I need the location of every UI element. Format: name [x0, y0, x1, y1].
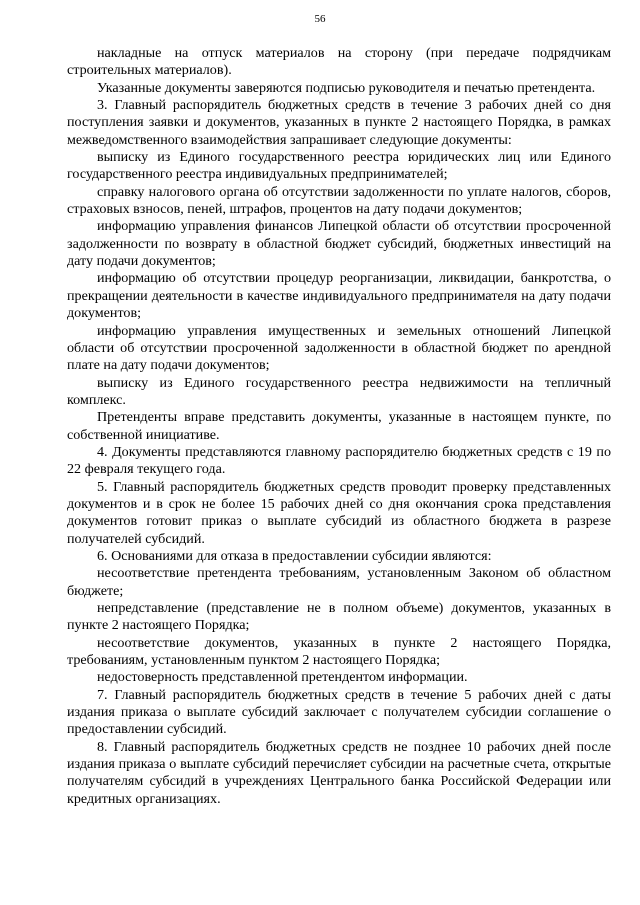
- paragraph-refusal-unreliable: недостоверность представленной претендентом информации.: [97, 669, 468, 686]
- paragraph-reorganization-info: информацию об отсутствии процедур реорганизации, ликвидации, банкротства, о прекращении деятельности в качестве индивидуального предпринимателя на дату подачи документов;: [67, 270, 611, 322]
- paragraph-item-4: 4. Документы представляются главному распорядителю бюджетных средств с 19 по 22 февраля текущего года.: [67, 443, 611, 478]
- paragraph-refusal-nonsubmission: непредставление (представление не в полном объеме) документов, указанных в пункте 2 настоящего Порядка;: [67, 600, 611, 634]
- paragraph-property-info: информацию управления имущественных и земельных отношений Липецкой области об отсутствии просроченной задолженности в областной бюджет по арендной плате на дату подачи документов;: [67, 322, 611, 374]
- paragraph-refusal-documents: несоответствие документов, указанных в пункте 2 настоящего Порядка, требованиям, установленным пунктом 2 настоящего Порядка;: [67, 634, 611, 669]
- paragraph-item-3: 3. Главный распорядитель бюджетных средств в течение 3 рабочих дней со дня поступления заявки и документов, указанных в пункте 2 настоящего Порядка, в рамках межведомственного взаимодействия запрашивает следующие документы:: [67, 97, 611, 148]
- paragraph-certification: Указанные документы заверяются подписью руководителя и печатью претендента.: [97, 79, 596, 96]
- paragraph-item-6: 6. Основаниями для отказа в предоставлении субсидии являются:: [97, 547, 492, 564]
- paragraph-real-estate-extract: выписку из Единого государственного реестра недвижимости на тепличный комплекс.: [67, 374, 611, 408]
- paragraph-item-7: 7. Главный распорядитель бюджетных средств в течение 5 рабочих дней с даты издания приказа о выплате субсидий заключает с получателем субсидии соглашение о предоставлении субсидий.: [67, 686, 611, 738]
- paragraph-item-8: 8. Главный распорядитель бюджетных средств не позднее 10 рабочих дней после издания приказа о выплате субсидий перечисляет субсидии на расчетные счета, открытые получателям субсидий в учреждениях Центрального банка Российской Федерации или кредитных организациях.: [67, 738, 611, 807]
- paragraph-refusal-nonconformity: несоответствие претендента требованиям, установленным Законом об областном бюджете;: [67, 565, 611, 599]
- page-number: 56: [314, 13, 326, 25]
- paragraph-waybills: накладные на отпуск материалов на сторону (при передаче подрядчикам строительных материалов).: [67, 45, 611, 79]
- paragraph-item-5: 5. Главный распорядитель бюджетных средств проводит проверку представленных документов и в срок не более 15 рабочих дней со дня окончания срока представления документов готовит приказ о выплате субсидий из областного бюджета в разрезе получателей субсидий.: [67, 478, 611, 547]
- paragraph-tax-certificate: справку налогового органа об отсутствии задолженности по уплате налогов, сборов, страховых взносов, пеней, штрафов, процентов на дату подачи документов;: [67, 183, 611, 218]
- document-body: [67, 45, 611, 808]
- paragraph-registry-extract: выписку из Единого государственного реестра юридических лиц или Единого государственного реестра индивидуальных предпринимателей;: [67, 149, 611, 183]
- paragraph-finance-info: информацию управления финансов Липецкой области об отсутствии просроченной задолженности по возврату в областной бюджет субсидий, бюджетных инвестиций на дату подачи документов;: [67, 218, 611, 270]
- paragraph-own-initiative: Претенденты вправе представить документы, указанные в настоящем пункте, по собственной инициативе.: [67, 409, 611, 443]
